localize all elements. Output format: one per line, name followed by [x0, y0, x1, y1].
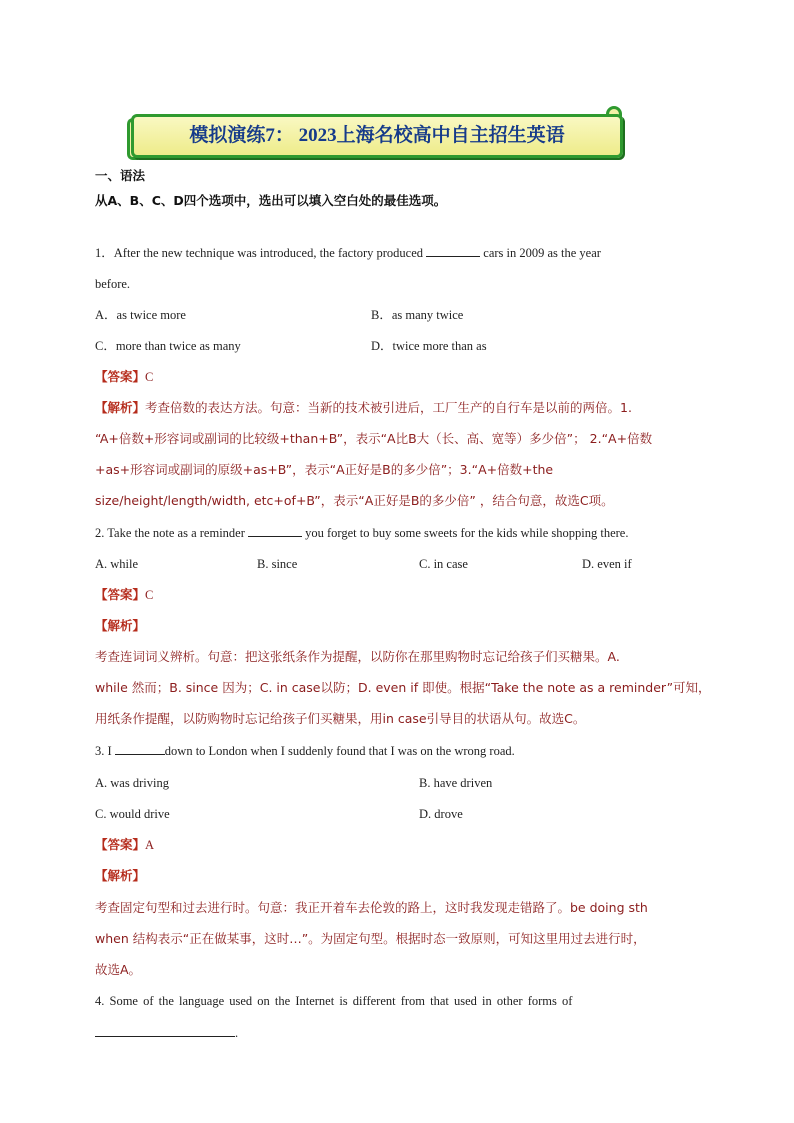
q2-option-d: D. even if [582, 557, 632, 571]
analysis-line: “A+倍数+形容词或副词的比较级+than+B”，表示“A比B大（长、高、宽等）多少倍”； 2.“A+倍数 [95, 431, 653, 446]
analysis-tag: 【解析】 [95, 618, 146, 633]
section-heading: 一、语法 [95, 168, 146, 183]
question-3-stem-a: 3. I [95, 744, 112, 758]
answer-tag: 【答案】 [95, 587, 146, 602]
question-2-stem [95, 525, 628, 541]
q3-option-b: B. have driven [419, 776, 493, 790]
period-text: . [235, 1026, 239, 1040]
answer-blank [115, 743, 165, 755]
q2-option-b: B. since [257, 557, 298, 571]
analysis-line: while 然而；B. since 因为；C. in case以防；D. even if 即使。根据“Take the note as a reminder”可知， [95, 680, 711, 695]
answer-value: C [145, 370, 154, 384]
question-1-stem [95, 245, 601, 261]
question-2-stem-b: you forget to buy some sweets for the kids while shopping there. [305, 526, 629, 540]
question-4-stem: 4. Some of the language used on the Internet is different from that used in other forms of [95, 994, 573, 1008]
analysis-line: +as+形容词或副词的原级+as+B”，表示“A正好是B的多少倍”；3.“A+倍数+the [95, 462, 554, 477]
q2-option-c: C. in case [419, 557, 468, 571]
analysis-tag: 【解析】 [95, 868, 146, 883]
answer-blank [426, 245, 480, 257]
analysis-line: 故选A。 [95, 962, 142, 977]
q2-option-a: A. while [95, 557, 139, 571]
q1-option-c: C．more than twice as many [95, 339, 241, 353]
answer-tag: 【答案】 [95, 369, 146, 384]
q1-option-b: B．as many twice [371, 308, 464, 322]
q3-option-c: C. would drive [95, 807, 170, 821]
answer-blank [248, 525, 302, 537]
question-3-stem [95, 743, 515, 759]
answer-tag: 【答案】 [95, 837, 146, 852]
section-instruction: 从A、B、C、D四个选项中，选出可以填入空白处的最佳选项。 [95, 193, 447, 208]
q2-answer [95, 587, 153, 603]
q3-analysis-tag [95, 868, 145, 884]
analysis-line: size/height/length/width, etc+of+B”，表示“A正好是B的多少倍” ，结合句意，故选C项。 [95, 493, 614, 508]
question-4-stem-b [95, 1025, 238, 1041]
q3-option-d: D. drove [419, 807, 463, 821]
analysis-tag: 【解析】 [95, 400, 146, 415]
analysis-line: 考查连词词义辨析。句意：把这张纸条作为提醒，以防你在那里购物时忘记给孩子们买糖果。A. [95, 649, 620, 664]
page-title: 模拟演练7： 2023上海名校高中自主招生英语 [189, 125, 565, 146]
q3-option-a: A. was driving [95, 776, 169, 790]
question-1-stem-c: before. [95, 277, 131, 291]
question-2-stem-a: 2. Take the note as a reminder [95, 526, 245, 540]
q1-option-d: D．twice more than as [371, 339, 487, 353]
analysis-line: 用纸条作提醒，以防购物时忘记给孩子们买糖果，用in case引导目的状语从句。故选C。 [95, 711, 586, 726]
q3-answer [95, 837, 154, 853]
answer-blank [95, 1025, 235, 1037]
q2-analysis-tag [95, 618, 145, 634]
q1-analysis [95, 400, 632, 416]
analysis-line: when 结构表示“正在做某事，这时…”。为固定句型。根据时态一致原则，可知这里用过去进行时， [95, 931, 646, 946]
q1-answer [95, 369, 153, 385]
analysis-line: 考查固定句型和过去进行时。句意：我正开着车去伦敦的路上，这时我发现走错路了。be doing sth [95, 900, 648, 915]
answer-value: C [145, 588, 154, 602]
analysis-line: 考查倍数的表达方法。句意：当新的技术被引进后，工厂生产的自行车是以前的两倍。1. [145, 400, 632, 415]
question-1-stem-a: 1．After the new technique was introduced, the factory produced [95, 246, 424, 260]
title-banner [127, 106, 624, 158]
answer-value: A [145, 838, 155, 852]
question-1-stem-b: cars in 2009 as the year [483, 246, 601, 260]
q1-option-a: A．as twice more [95, 308, 186, 322]
question-3-stem-b: down to London when I suddenly found that I was on the wrong road. [164, 744, 515, 758]
